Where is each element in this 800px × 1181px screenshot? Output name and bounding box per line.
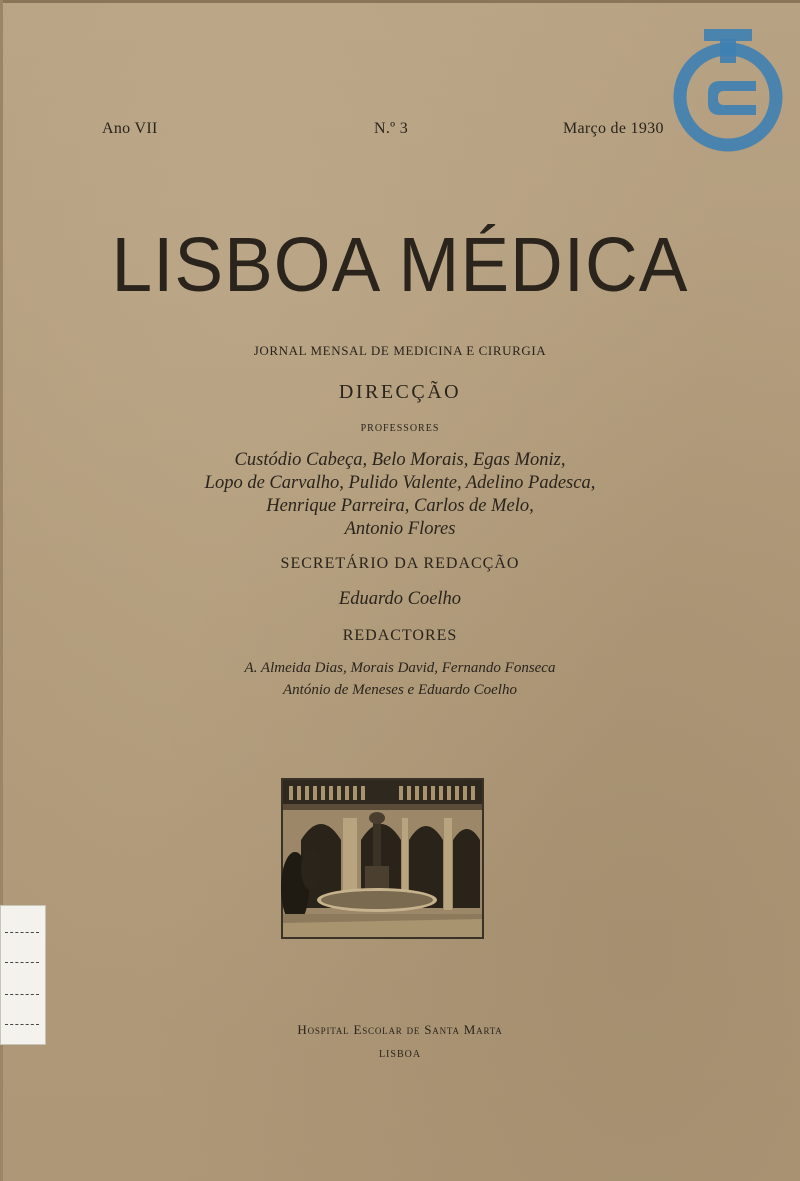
redactores-label: REDACTORES [342,627,458,644]
direccao-heading: DIRECÇÃO [338,381,462,403]
paper-edge-top [0,0,800,3]
professores-line: Lopo de Carvalho, Pulido Valente, Adelino Padesca, [204,473,596,493]
publisher-hospital: Hospital Escolar de Santa Marta [297,1022,503,1037]
issue-number: N.º 3 [374,120,409,137]
label-rule [5,932,39,933]
professores-line: Henrique Parreira, Carlos de Melo, [266,496,534,516]
redactores-line: A. Almeida Dias, Morais David, Fernando Fonseca [244,660,556,676]
library-shelf-label [0,905,46,1045]
publisher-city: LISBOA [378,1049,422,1060]
professores-line: Antonio Flores [344,519,456,539]
label-rule [5,962,39,963]
secretario-name: Eduardo Coelho [338,589,462,609]
redactores-line: António de Meneses e Eduardo Coelho [283,682,517,698]
label-rule [5,994,39,995]
hospital-cloister-engraving-icon [281,778,484,939]
journal-title: LISBOA MÉDICA [111,222,689,309]
library-stamp-icon [670,25,785,153]
secretario-label: SECRETÁRIO DA REDACÇÃO [280,555,520,572]
volume-year: Ano VII [102,120,158,137]
professores-label: PROFESSORES [360,423,440,434]
issue-date: Março de 1930 [563,120,664,137]
journal-subtitle: JORNAL MENSAL DE MEDICINA E CIRURGIA [253,343,547,358]
label-rule [5,1024,39,1025]
professores-line: Custódio Cabeça, Belo Morais, Egas Moniz, [234,450,566,470]
